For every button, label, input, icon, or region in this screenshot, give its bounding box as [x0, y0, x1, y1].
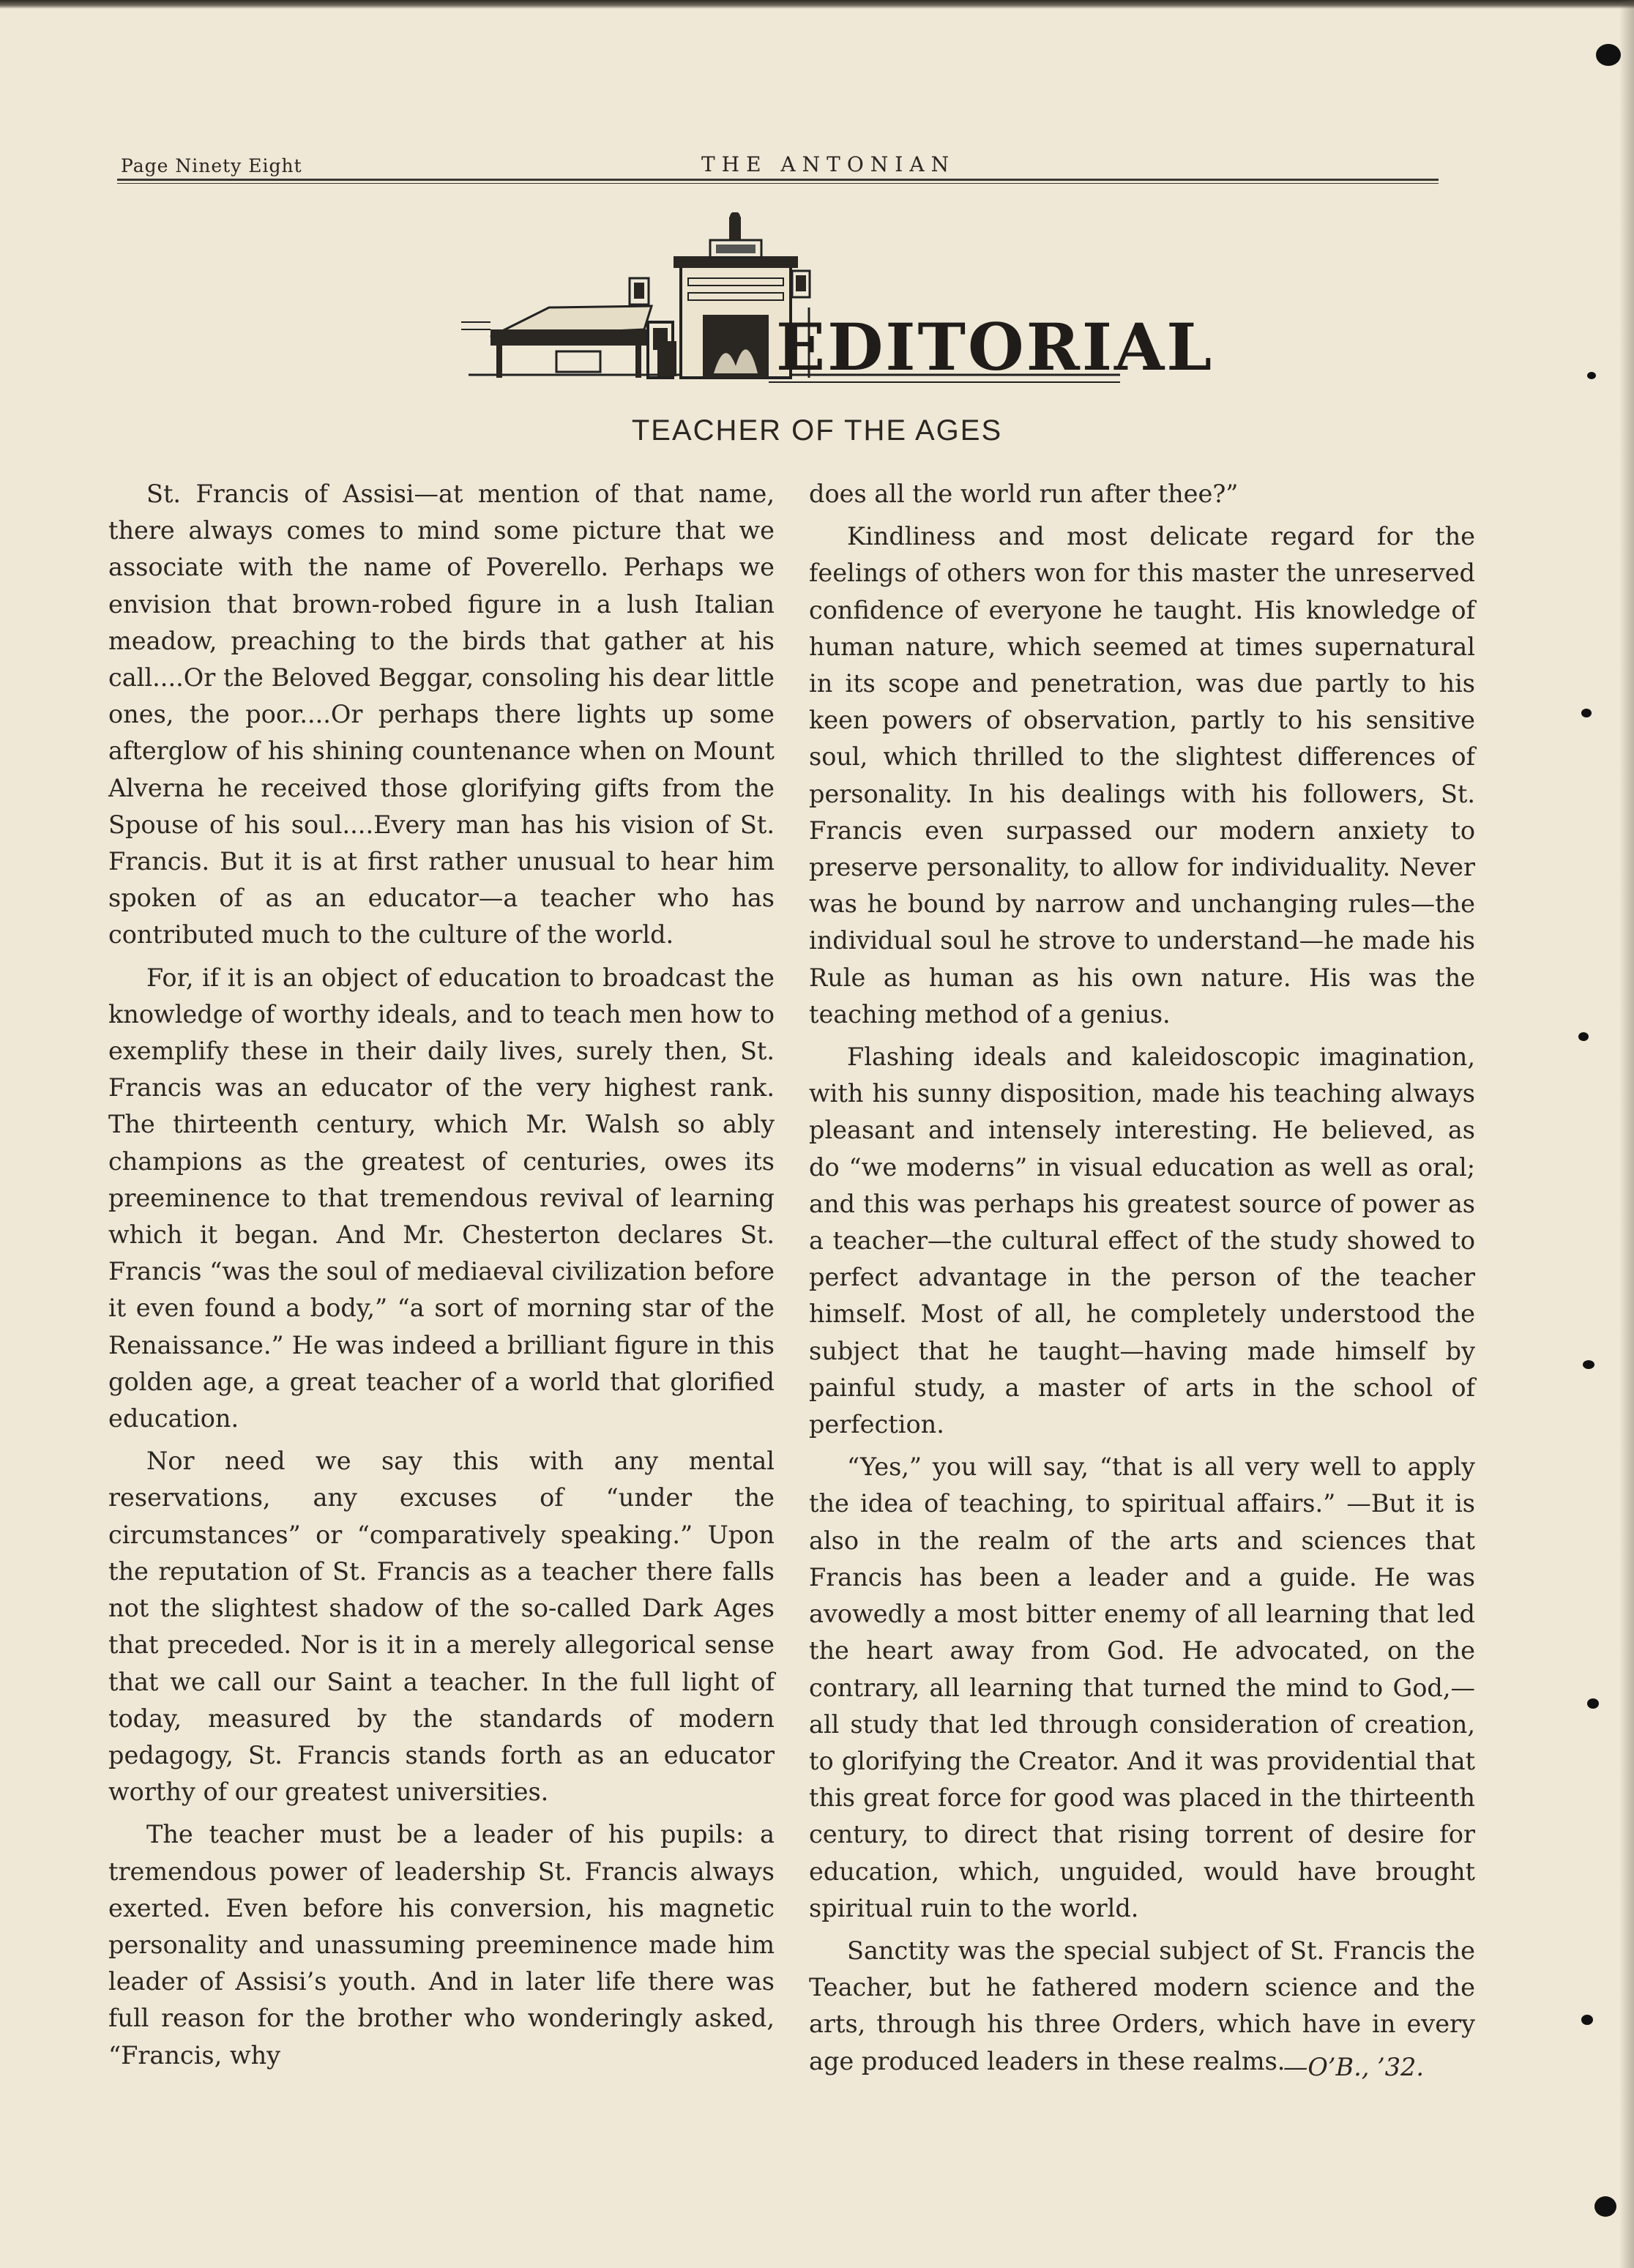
- paragraph: The teacher must be a leader of his pupils: a tremendous power of leadership St. Francis always exerted. Even before his conversion, his magnetic personality and unassuming preeminence made him leader of Assisi’s youth. And in later life there was full reason for the brother who wonderingly asked, “Francis, why: [108, 1820, 775, 2070]
- editorial-banner: [461, 212, 1215, 395]
- paragraph: “Yes,” you will say, “that is all very well to apply the idea of teaching, to spiritual affairs.” —But it is also in the realm of the arts and sciences that Francis has been a leader and a guide. He was avowedly a most bitter enemy of all learning that led the heart away from God. He advocated, on the contrary, all learning that turned the mind to God,—all study that led through consideration of creation, to glorifying the Creator. And it was providential that this great force for good was placed in the thirteenth century, to direct that rising torrent of desire for education, which, unguided, would have brought spiritual ruin to the world.: [809, 1452, 1475, 1922]
- binding-hole: [1587, 1698, 1599, 1709]
- binding-hole: [1587, 372, 1596, 379]
- binding-hole: [1583, 1360, 1594, 1369]
- paragraph: St. Francis of Assisi—at mention of that name, there always comes to mind some picture that we associate with the name of Poverello. Perhaps we envision that brown-robed figure in a lush Italian meadow, preaching to the birds that gather at his call....Or the Beloved Beggar, consoling his dear little ones, the poor....Or perhaps there lights up some afterglow of his shining countenance when on Mount Alverna he received those glorifying gifts from the Spouse of his soul....Every man has his vision of St. Francis. But it is at first rather unusual to hear him spoken of as an educator—a teacher who has contributed much to the culture of the world.: [108, 480, 775, 950]
- binding-hole: [1581, 2015, 1593, 2025]
- binding-hole: [1594, 2196, 1616, 2217]
- paragraph: Nor need we say this with any mental reservations, any excuses of “under the circumstances” or “comparatively speaking.” Upon the reputation of St. Francis as a teacher there falls not the slightest shadow of the so-called Dark Ages that preceded. Nor is it in a merely allegorical sense that we call our Saint a teacher. In the full light of today, measured by the standards of modern pedagogy, St. Francis stands forth as an educator worthy of our greatest universities.: [108, 1447, 775, 1807]
- binding-hole: [1578, 1032, 1589, 1041]
- binding-hole: [1581, 709, 1592, 717]
- page-top-shadow: [0, 0, 1634, 9]
- editorial-banner-word: EDITORIAL: [776, 309, 1215, 385]
- right-column: [809, 476, 1475, 2226]
- paragraph: Flashing ideals and kaleidoscopic imagination, with his sunny disposition, made his teaching always pleasant and intensely interesting. He believed, as do “we moderns” in visual education as well as oral; and this was perhaps his greatest source of power as a teacher—the cultural effect of the study showed to perfect advantage in the person of the teacher himself. Most of all, he completely understood the subject that he taught—having made himself by painful study, a master of arts in the school of perfection.: [809, 1042, 1475, 1439]
- binding-hole: [1596, 44, 1621, 66]
- left-column: [108, 476, 775, 2226]
- author-signature: —O’B., ’32.: [1283, 2052, 1424, 2081]
- page-header: [121, 152, 1439, 182]
- paragraph: Sanctity was the special subject of St. Francis the Teacher, but he fathered modern science and the arts, through his three Orders, which have in every age produced leaders in these realms.: [809, 1936, 1475, 2075]
- page-right-edge: [1619, 0, 1634, 2268]
- page-number: Page Ninety Eight: [121, 155, 302, 176]
- article-title: TEACHER OF THE AGES: [631, 414, 1003, 447]
- paragraph-continued: does all the world run after thee?”: [809, 480, 1239, 508]
- header-rule: [117, 179, 1439, 184]
- paragraph: Kindliness and most delicate regard for the feelings of others won for this master the unreserved confidence of everyone he taught. His knowledge of human nature, which seemed at times supernatural in its scope and penetration, was due partly to his keen powers of observation, partly to his sensitive soul, which thrilled to the slightest differences of personality. In his dealings with his followers, St. Francis even surpassed our modern anxiety to preserve personality, to allow for individuality. Never was he bound by narrow and unchanging rules—the individual soul he strove to understand—he made his Rule as human as his own nature. His was the teaching method of a genius.: [809, 522, 1475, 1029]
- paragraph: For, if it is an object of education to broadcast the knowledge of worthy ideals, and to teach men how to exemplify these in their daily lives, surely then, St. Francis was an educator of the very highest rank. The thirteenth century, which Mr. Walsh so ably champions as the greatest of centuries, owes its preeminence to that tremendous revival of learning which it began. And Mr. Chesterton declares St. Francis “was the soul of mediaeval civilization before it even found a body,” “a sort of morning star of the Renaissance.” He was indeed a brilliant figure in this golden age, a great teacher of a world that glorified education.: [108, 963, 775, 1433]
- running-title: THE ANTONIAN: [701, 152, 956, 176]
